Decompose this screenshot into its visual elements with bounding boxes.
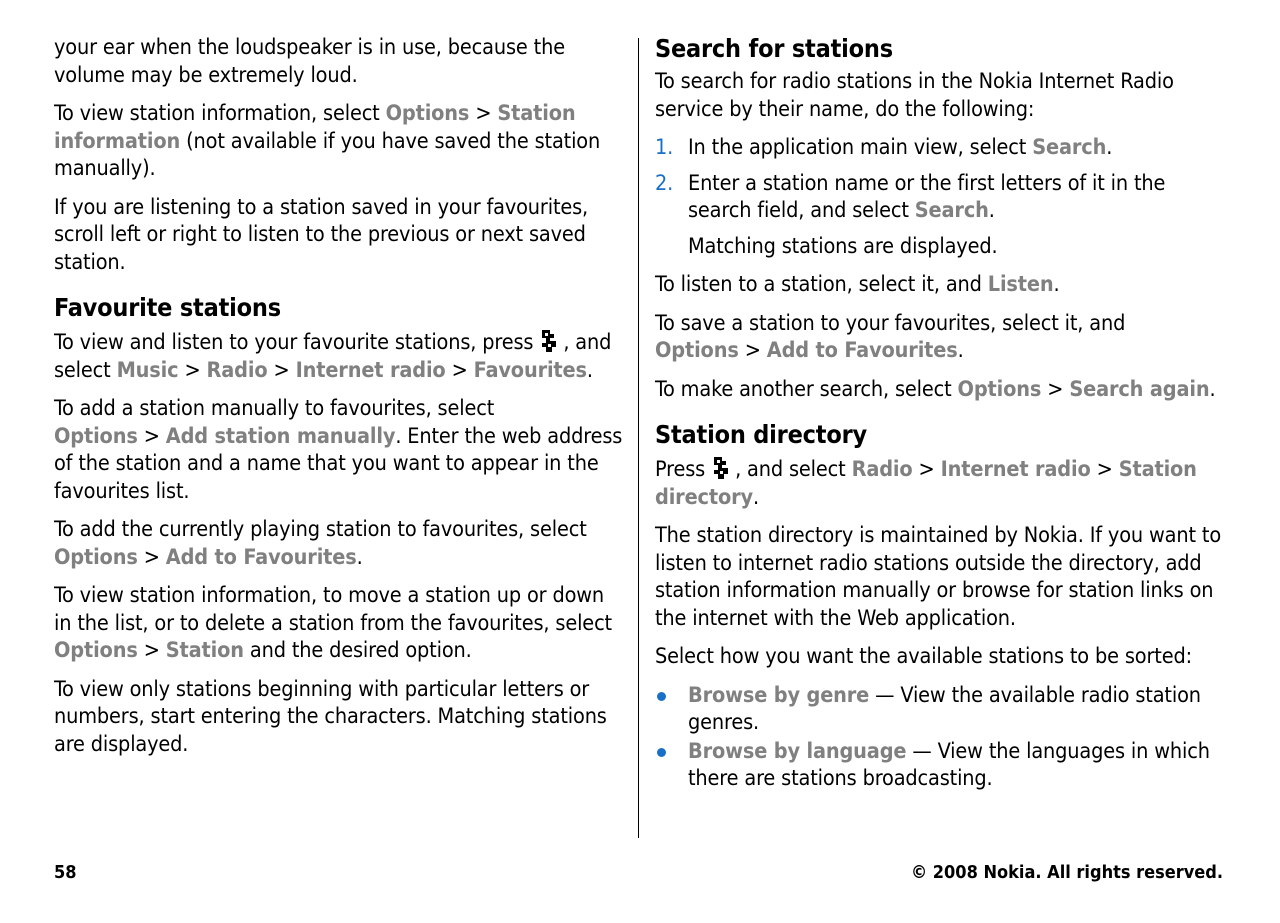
section-heading: Station directory	[655, 420, 867, 449]
ui-term: Add to Favourites	[766, 338, 958, 363]
paragraph: your ear when the loudspeaker is in use, because the volume may be extremely loud.	[54, 35, 565, 88]
ui-term: Search	[1032, 135, 1107, 160]
ui-term: Options	[54, 638, 138, 663]
ui-term: Options	[957, 376, 1042, 402]
paragraph: To view station information, select Options > Station information (not available if you have saved the station manually).	[54, 101, 601, 181]
separator: >	[918, 457, 935, 482]
separator: >	[1096, 457, 1113, 482]
ui-term: Internet radio	[295, 357, 446, 383]
paragraph: To view and listen to your favourite stations, press , and select Music > Radio > Internet radio > Favourites.	[54, 327, 626, 384]
ui-term: Browse by genre	[688, 682, 870, 708]
ui-term: Options	[54, 544, 138, 570]
paragraph: To view only stations beginning with particular letters or numbers, start entering the characters. Matching stations are displayed.	[54, 676, 607, 757]
bullet-icon	[657, 692, 666, 701]
ui-term: Add to Favourites	[165, 544, 357, 570]
ui-term: Add station manually	[165, 423, 396, 449]
page-number: 58	[54, 862, 77, 883]
ui-term: Station information	[54, 101, 576, 154]
paragraph: To save a station to your favourites, select it, and Options > Add to Favourites.	[655, 310, 1126, 363]
list-item: 1. In the application main view, select Search.	[655, 135, 1113, 160]
ui-term: Radio	[851, 457, 913, 482]
ui-term: Search again	[1069, 376, 1210, 402]
copyright: © 2008 Nokia. All rights reserved.	[910, 862, 1223, 883]
step-number: 2.	[655, 170, 674, 196]
paragraph: To add a station manually to favourites, select Options > Add station manually. Enter the web address of the station and a name that you want to appear in the favourites list.	[54, 396, 623, 504]
step-note: Matching stations are displayed.	[688, 233, 998, 259]
separator: >	[451, 357, 468, 383]
ui-term: Internet radio	[940, 457, 1091, 482]
ui-term: Search	[914, 198, 989, 223]
separator: >	[184, 357, 201, 383]
paragraph: Press , and select Radio > Internet radio > Station directory.	[655, 454, 1229, 511]
section-heading: Favourite stations	[54, 293, 281, 322]
paragraph: Select how you want the available stations to be sorted:	[655, 644, 1192, 669]
ui-term: Radio	[206, 357, 268, 383]
paragraph: If you are listening to a station saved in your favourites, scroll left or right to listen to the previous or next saved station.	[54, 194, 589, 275]
steps-list	[655, 134, 1229, 260]
ui-term: Music	[116, 357, 179, 383]
ui-term: Options	[54, 423, 138, 449]
column-divider	[638, 38, 639, 838]
separator: >	[1047, 376, 1064, 402]
ui-term: Station	[165, 638, 244, 663]
separator: >	[273, 357, 290, 383]
paragraph: To make another search, select Options > Search again.	[655, 376, 1216, 402]
paragraph: To view station information, to move a station up or down in the list, or to delete a station from the favourites, select Options > Station and the desired option.	[54, 583, 612, 663]
ui-term: Station directory	[655, 457, 1197, 510]
right-column	[655, 34, 1229, 804]
ui-term: Browse by language	[688, 738, 907, 764]
list-item: Browse by genre — View the available radio station genres.	[655, 682, 1229, 737]
list-item: Browse by language — View the languages in which there are stations broadcasting.	[655, 738, 1229, 793]
step-number: 1.	[655, 135, 674, 160]
bullet-icon	[657, 748, 666, 757]
menu-key-icon	[708, 454, 732, 482]
ui-term: Options	[655, 338, 739, 363]
section-heading: Search for stations	[655, 34, 893, 63]
separator: >	[475, 101, 492, 126]
separator: >	[744, 338, 761, 363]
separator: >	[143, 423, 160, 449]
list-item: 2. Enter a station name or the first letters of it in the search field, and select Search. Matching stations are displayed.	[655, 170, 1229, 261]
menu-key-icon	[536, 327, 560, 355]
paragraph: To search for radio stations in the Nokia Internet Radio service by their name, do the following:	[655, 69, 1174, 122]
paragraph: The station directory is maintained by Nokia. If you want to listen to internet radio stations outside the directory, add station information manually or browse for station links on the internet with the Web application.	[655, 523, 1222, 631]
bullet-list	[655, 682, 1229, 793]
left-column	[54, 34, 626, 769]
ui-term: Listen	[987, 272, 1054, 297]
separator: >	[143, 638, 160, 663]
paragraph: To listen to a station, select it, and Listen.	[655, 272, 1060, 297]
separator: >	[143, 544, 160, 570]
ui-term: Options	[385, 101, 470, 126]
ui-term: Favourites	[473, 357, 587, 383]
paragraph: To add the currently playing station to favourites, select Options > Add to Favourites.	[54, 517, 587, 570]
